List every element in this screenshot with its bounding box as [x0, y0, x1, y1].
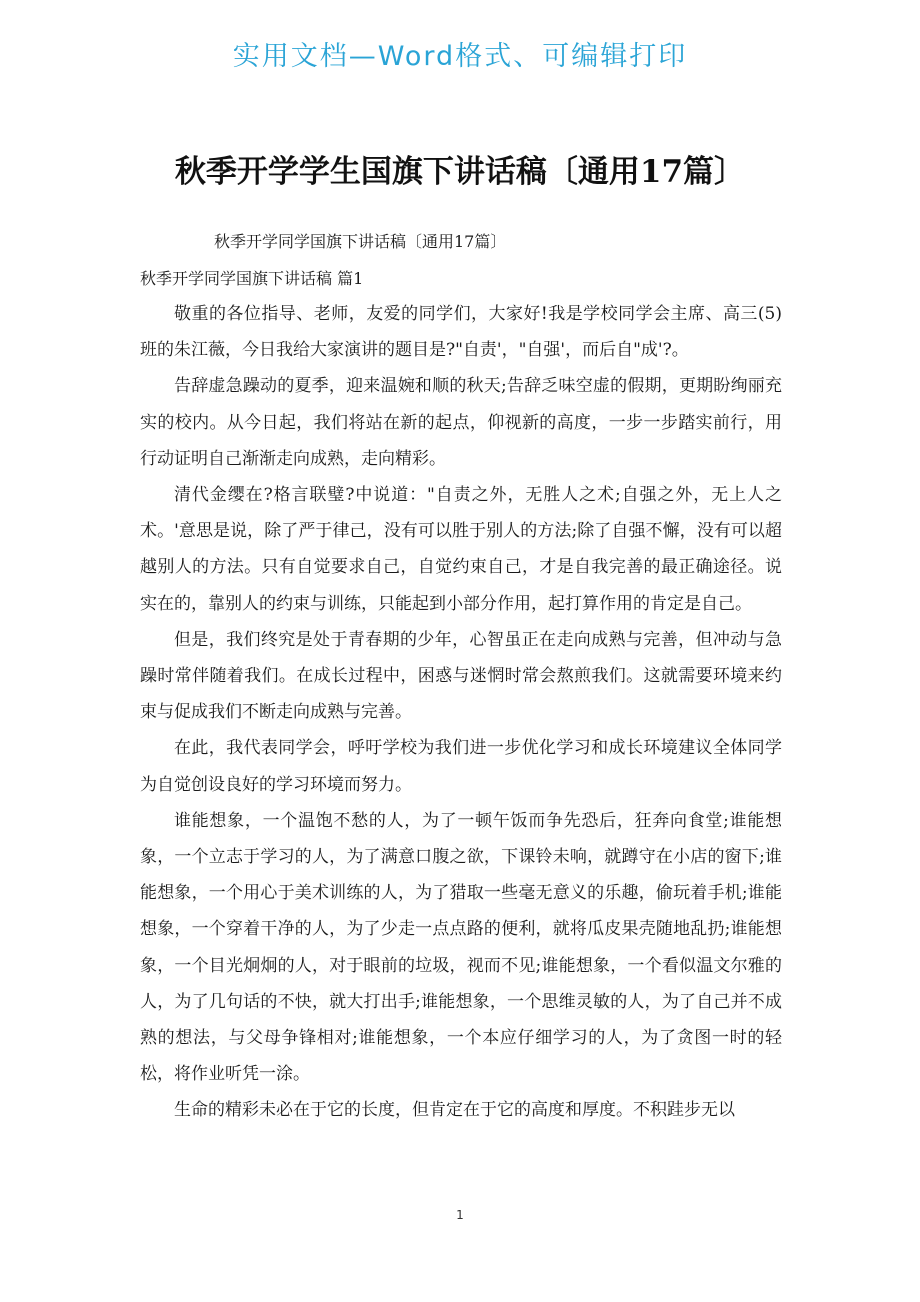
document-subtitle: 秋季开学同学国旗下讲话稿〔通用17篇〕 [214, 232, 507, 251]
paragraph-3: 清代金缨在?格言联璧?中说道："自责之外，无胜人之术;自强之外，无上人之术。'意思是说，除了严于律己，没有可以胜于别人的方法;除了自强不懈，没有可以超越别人的方法。只有自觉要求自己，自觉约束自己，才是自我完善的最正确途径。说实在的，靠别人的约束与训练，只能起到小部分作用，起打算作用的肯定是自己。 [140, 485, 782, 614]
paragraph-7: 生命的精彩未必在于它的长度，但肯定在于它的高度和厚度。不积跬步无以 [174, 1100, 735, 1121]
section-heading: 秋季开学同学国旗下讲话稿 篇1 [140, 269, 364, 288]
paragraph-5: 在此，我代表同学会，呼吁学校为我们进一步优化学习和成长环境建议全体同学为自觉创设良好的学习环境而努力。 [140, 738, 782, 795]
paragraph-4: 但是，我们终究是处于青春期的少年，心智虽正在走向成熟与完善，但冲动与急躁时常伴随着我们。在成长过程中，困惑与迷惘时常会熬煎我们。这就需要环境来约束与促成我们不断走向成熟与完善。 [140, 629, 782, 723]
paragraph-2: 告辞虚急躁动的夏季，迎来温婉和顺的秋天;告辞乏味空虚的假期，更期盼绚丽充实的校内。从今日起，我们将站在新的起点，仰视新的高度，一步一步踏实前行，用行动证明自己渐渐走向成熟，走向精彩。 [140, 376, 782, 469]
paragraph-1: 敬重的各位指导、老师，友爱的同学们，大家好!我是学校同学会主席、高三(5)班的朱江薇，今日我给大家演讲的题目是?"自责'，"自强'，而后自"成'?。 [140, 304, 782, 361]
body-text [140, 296, 782, 1129]
header-banner: 实用文档—Word格式、可编辑打印 [232, 41, 688, 72]
document-title: 秋季开学学生国旗下讲话稿〔通用17篇〕 [174, 154, 746, 190]
page-number: 1 [456, 1208, 464, 1222]
paragraph-6: 谁能想象，一个温饱不愁的人，为了一顿午饭而争先恐后，狂奔向食堂;谁能想象，一个立志于学习的人，为了满意口腹之欲，下课铃未响，就蹲守在小店的窗下;谁能想象，一个用心于美术训练的人，为了猎取一些毫无意义的乐趣，偷玩着手机;谁能想象，一个穿着干净的人，为了少走一点点路的便利，就将瓜皮果壳随地乱扔;谁能想象，一个目光炯炯的人，对于眼前的垃圾，视而不见;谁能想象，一个看似温文尔雅的人，为了几句话的不快，就大打出手;谁能想象，一个思维灵敏的人，为了自己并不成熟的想法，与父母争锋相对;谁能想象，一个本应仔细学习的人，为了贪图一时的轻松，将作业听凭一涂。 [140, 810, 782, 1085]
